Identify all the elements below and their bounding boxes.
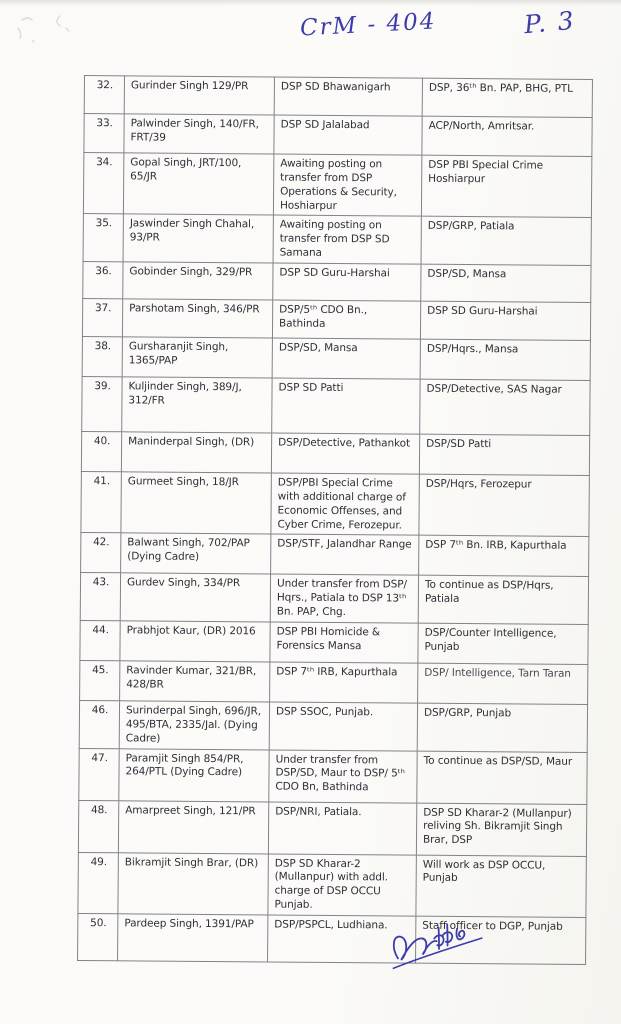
table-row (80, 573, 588, 625)
table-row (81, 533, 589, 577)
transfer-table-body (78, 76, 593, 965)
cell-sno: 49. (78, 852, 118, 914)
table-row (79, 748, 587, 804)
cell-to: DSP SD Kharar-2 (Mullanpur) reliving Sh. Bikramjit Singh Brar, DSP (416, 803, 586, 856)
cell-name: Pardeep Singh, 1391/PAP (118, 914, 268, 962)
cell-from: DSP/5ᵗʰ CDO Bn., Bathinda (272, 300, 420, 339)
cell-name: Balwant Singh, 702/PAP (Dying Cadre) (121, 533, 271, 574)
cell-from: DSP 7ᵗʰ IRB, Kapurthala (270, 662, 418, 703)
cell-name: Palwinder Singh, 140/FR, FRT/39 (124, 114, 274, 154)
table-row (80, 661, 588, 705)
cell-sno: 39. (82, 377, 122, 432)
handwritten-page-number: P. 3 (522, 5, 577, 40)
cell-name: Gursharanjit Singh, 1365/PAP (122, 337, 272, 378)
cell-sno: 44. (80, 621, 120, 661)
cell-sno: 43. (80, 573, 120, 621)
table-row (83, 214, 591, 266)
table-row (78, 914, 586, 965)
table-row (83, 153, 591, 218)
cell-name: Amarpreet Singh, 121/PR (118, 800, 268, 853)
cell-from: DSP SD Bhawanigarh (274, 77, 422, 116)
cell-from: DSP/PBI Special Crime with additional charge of Economic Offenses, and Cyber Crime, Ferozepur. (271, 473, 419, 536)
cell-from: DSP SD Patti (272, 378, 420, 434)
table-row (82, 299, 590, 341)
cell-from: DSP/STF, Jalandhar Range (271, 534, 419, 575)
cell-to: DSP PBI Special Crime Hoshiarpur (421, 155, 591, 218)
cell-name: Paramjit Singh 854/PR, 264/PTL (Dying Cadre) (119, 748, 269, 801)
cell-sno: 36. (83, 262, 123, 299)
cell-sno: 33. (84, 114, 124, 153)
cell-sno: 40. (81, 432, 121, 472)
cell-sno: 32. (84, 76, 124, 114)
cell-name: Maninderpal Singh, (DR) (121, 432, 271, 473)
cell-sno: 41. (81, 472, 121, 534)
cell-to: Staff officer to DGP, Punjab (416, 916, 586, 964)
cell-sno: 46. (79, 701, 119, 749)
transfer-table-wrap (77, 75, 594, 965)
table-row (82, 337, 590, 381)
table-row (79, 701, 587, 753)
cell-from: Awaiting posting on transfer from DSP Operations & Security, Hoshiarpur (273, 154, 421, 217)
cell-from: Under transfer from DSP/SD, Maur to DSP/ 5ᵗʰ CDO Bn, Bathinda (269, 750, 417, 803)
cell-to: DSP/Hqrs., Mansa (420, 339, 590, 380)
table-row (78, 800, 586, 856)
cell-to: DSP/SD, Mansa (421, 264, 591, 302)
cell-to: DSP, 36ᵗʰ Bn. PAP, BHG, PTL (422, 78, 592, 117)
cell-to: Will work as DSP OCCU, Punjab (416, 855, 586, 918)
cell-from: Awaiting posting on transfer from DSP SD Samana (273, 215, 421, 264)
cell-name: Gopal Singh, JRT/100, 65/JR (123, 153, 273, 216)
cell-from: DSP PBI Homicide & Forensics Mansa (270, 622, 418, 663)
cell-name: Ravinder Kumar, 321/BR, 428/BR (120, 661, 270, 702)
cell-to: DSP/GRP, Punjab (417, 703, 587, 752)
handwritten-case-number: CrM - 404 (299, 8, 438, 42)
cell-name: Gurdev Singh, 334/PR (120, 573, 270, 622)
cell-sno: 47. (79, 748, 119, 800)
cell-from: DSP SD Guru-Harshai (273, 263, 421, 301)
cell-from: DSP SSOC, Punjab. (269, 702, 417, 751)
cell-sno: 42. (81, 533, 121, 573)
cell-name: Gobinder Singh, 329/PR (123, 262, 273, 300)
cell-from: Under transfer from DSP/ Hqrs., Patiala to DSP 13ᵗʰ Bn. PAP, Chg. (270, 574, 418, 623)
cell-to: DSP/Detective, SAS Nagar (420, 379, 590, 435)
cell-name: Gurmeet Singh, 18/JR (121, 472, 271, 535)
cell-name: Parshotam Singh, 346/PR (122, 299, 272, 338)
cell-to: DSP/GRP, Patiala (421, 217, 591, 266)
cell-sno: 45. (80, 661, 120, 701)
table-row (82, 377, 590, 436)
cell-to: ACP/North, Amritsar. (422, 116, 592, 156)
table-row (84, 114, 592, 157)
table-row (84, 76, 592, 118)
cell-from: DSP/Detective, Pathankot (271, 433, 419, 474)
cell-name: Kuljinder Singh, 389/J, 312/FR (122, 377, 272, 433)
cell-from: DSP/SD, Mansa (272, 338, 420, 379)
cell-from: DSP SD Jalalabad (274, 115, 422, 155)
cell-to: DSP SD Guru-Harshai (420, 301, 590, 340)
table-row (81, 472, 589, 537)
cell-sno: 48. (78, 800, 118, 852)
cell-name: Jaswinder Singh Chahal, 93/PR (123, 214, 273, 263)
pencil-smudge-mark (8, 6, 98, 56)
transfer-table (77, 75, 593, 965)
cell-sno: 38. (82, 337, 122, 377)
table-row (80, 621, 588, 665)
cell-to: DSP/Counter Intelligence, Punjab (418, 623, 588, 664)
cell-sno: 50. (78, 914, 118, 961)
table-row (78, 852, 586, 917)
cell-to: DSP 7ᵗʰ Bn. IRB, Kapurthala (419, 536, 589, 577)
cell-to: To continue as DSP/SD, Maur (417, 751, 587, 804)
cell-name: Prabhjot Kaur, (DR) 2016 (120, 621, 270, 662)
cell-sno: 37. (82, 299, 122, 337)
cell-from: DSP SD Kharar-2 (Mullanpur) with addl. charge of DSP OCCU Punjab. (268, 854, 416, 917)
cell-to: DSP/ Intelligence, Tarn Taran (418, 663, 588, 704)
cell-from: DSP/PSPCL, Ludhiana. (268, 915, 416, 963)
table-row (81, 432, 589, 476)
cell-sno: 35. (83, 214, 123, 262)
cell-from: DSP/NRI, Patiala. (268, 802, 416, 855)
cell-name: Bikramjit Singh Brar, (DR) (118, 852, 268, 915)
cell-name: Gurinder Singh 129/PR (124, 76, 274, 115)
cell-sno: 34. (83, 153, 123, 215)
cell-to: DSP/SD Patti (419, 434, 589, 475)
table-row (83, 262, 591, 303)
cell-to: To continue as DSP/Hqrs, Patiala (418, 576, 588, 625)
cell-name: Surinderpal Singh, 696/JR, 495/BTA, 2335/Jal. (Dying Cadre) (119, 701, 269, 750)
cell-to: DSP/Hqrs, Ferozepur (419, 474, 589, 537)
